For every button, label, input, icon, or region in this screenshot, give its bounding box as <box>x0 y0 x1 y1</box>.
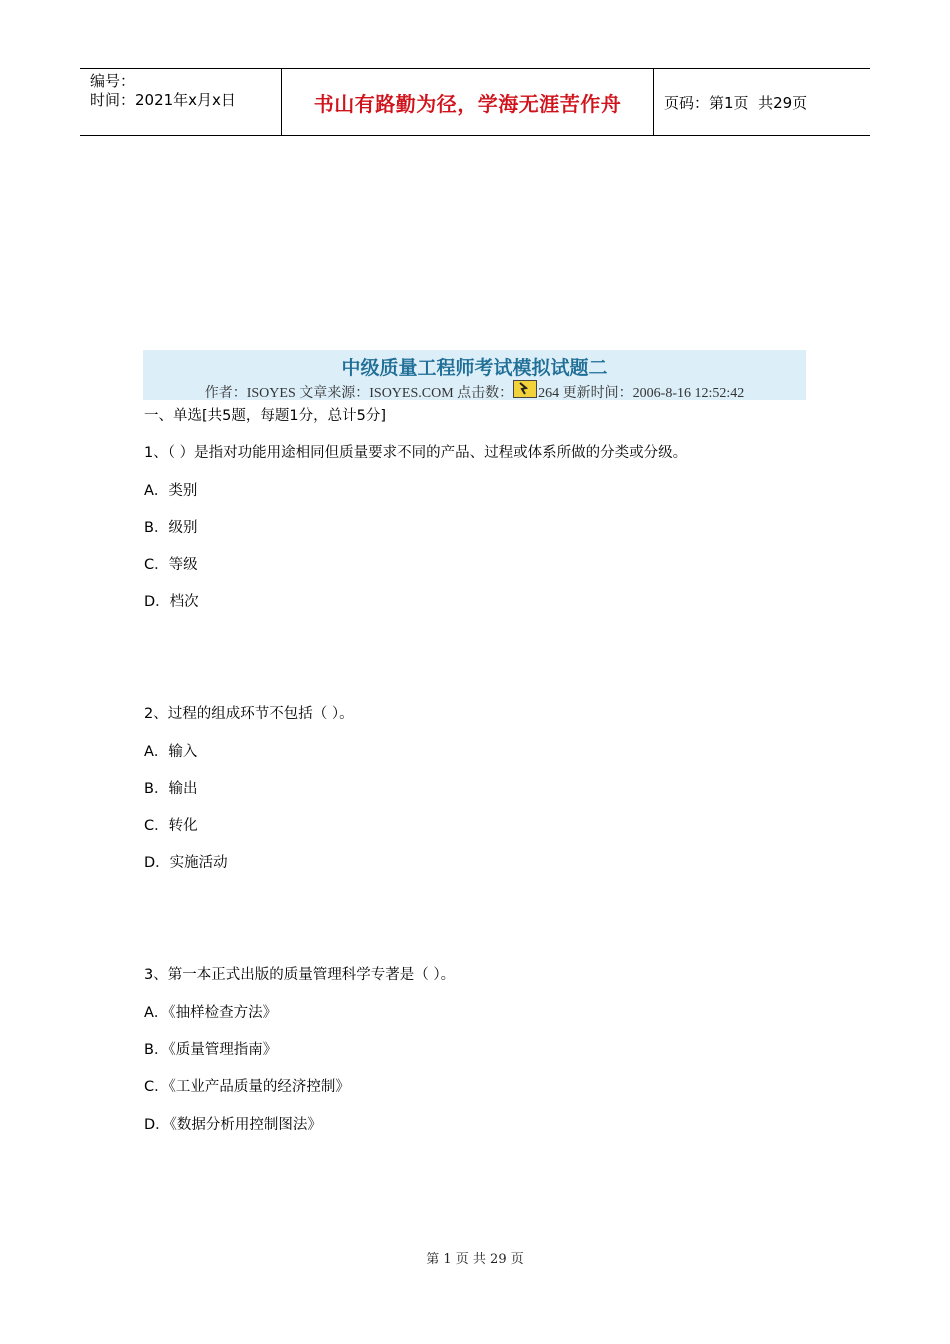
question-2-option-c: C．转化 <box>144 818 198 834</box>
article-meta <box>143 380 806 402</box>
header-left-cell <box>80 69 281 135</box>
question-3-option-c: C．《工业产品质量的经济控制》 <box>144 1079 350 1095</box>
article-title: 中级质量工程师考试模拟试题二 <box>341 357 608 379</box>
question-1-option-b: B．级别 <box>144 520 198 536</box>
page-info: 页码：第1页 共29页 <box>664 93 808 112</box>
question-3-option-d: D．《数据分析用控制图法》 <box>144 1117 322 1133</box>
meta-suffix: 264 更新时间：2006-8-16 12:52:42 <box>538 386 745 401</box>
question-3-stem: 3、第一本正式出版的质量管理科学专著是（ ）。 <box>144 967 456 983</box>
question-3-option-a: A．《抽样检查方法》 <box>144 1005 278 1021</box>
date-label: 时间：2021年x月x日 <box>90 91 236 109</box>
meta-prefix: 作者：ISOYES 文章来源：ISOYES.COM 点击数： <box>204 386 514 401</box>
question-2-option-a: A．输入 <box>144 744 198 760</box>
question-2-option-b: B．输出 <box>144 781 198 797</box>
hits-counter-icon <box>513 380 537 398</box>
question-1-option-c: C．等级 <box>144 557 198 573</box>
header-motto: 书山有路勤为径，学海无涯苦作舟 <box>281 69 654 135</box>
question-2-stem: 2、过程的组成环节不包括（ ）。 <box>144 706 354 722</box>
question-2-option-d: D．实施活动 <box>144 855 228 871</box>
section-heading: 一、单选[共5题，每题1分，总计5分] <box>144 408 386 424</box>
question-1-option-d: D．档次 <box>144 594 199 610</box>
question-3-option-b: B．《质量管理指南》 <box>144 1042 278 1058</box>
article-title-band <box>143 350 806 400</box>
page-header <box>80 68 870 136</box>
serial-label: 编号： <box>90 72 136 90</box>
question-1-stem: 1、（ ）是指对功能用途相同但质量要求不同的产品、过程或体系所做的分类或分级。 <box>144 445 688 461</box>
page-footer: 第 1 页 共 29 页 <box>426 1252 524 1267</box>
header-page-info-cell <box>654 69 870 135</box>
question-1-option-a: A．类别 <box>144 483 198 499</box>
